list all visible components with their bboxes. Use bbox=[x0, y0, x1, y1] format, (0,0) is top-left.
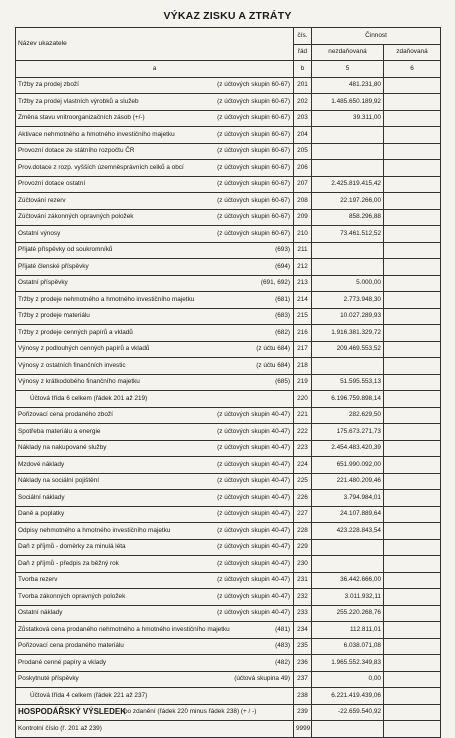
row-description bbox=[16, 110, 294, 127]
table-row bbox=[16, 473, 441, 490]
header-name: Název ukazatele bbox=[16, 28, 294, 61]
row-label: Účtová třída 6 celkem (řádek 201 až 219) bbox=[30, 394, 148, 402]
row-value-untaxed bbox=[384, 539, 441, 556]
row-account-note: (z účtových skupin 60-67) bbox=[217, 180, 290, 188]
table-row bbox=[16, 506, 441, 523]
row-account-note: (z účtových skupin 60-67) bbox=[217, 213, 290, 221]
row-label: Poskytnuté příspěvky bbox=[18, 675, 79, 683]
column-letter-b: b bbox=[294, 61, 312, 78]
row-value-untaxed bbox=[384, 77, 441, 94]
row-account-note: (z účtových skupin 40-47) bbox=[217, 543, 290, 551]
row-value-untaxed bbox=[384, 308, 441, 325]
row-account-note: (694) bbox=[275, 262, 290, 270]
row-value-untaxed bbox=[384, 110, 441, 127]
row-number: 235 bbox=[294, 638, 312, 655]
row-value-taxed: 24.107.889,64 bbox=[312, 506, 384, 523]
row-value-taxed: 112.811,01 bbox=[312, 622, 384, 639]
row-number: 225 bbox=[294, 473, 312, 490]
row-value-untaxed bbox=[384, 424, 441, 441]
table-row bbox=[16, 160, 441, 177]
row-number: 219 bbox=[294, 374, 312, 391]
header-activity: Činnost bbox=[312, 28, 441, 45]
row-account-note: (z účtových skupin 60-67) bbox=[217, 229, 290, 237]
row-label: Provozní dotace ze státního rozpočtu ČR bbox=[18, 147, 135, 155]
row-label: Ostatní náklady bbox=[18, 609, 63, 617]
row-account-note: (z účtových skupin 60-67) bbox=[217, 81, 290, 89]
row-value-untaxed bbox=[384, 490, 441, 507]
table-row bbox=[16, 589, 441, 606]
row-label: Prov.dotace z rozp. vyšších územněsprávních celků a obcí bbox=[18, 163, 184, 171]
row-value-untaxed bbox=[384, 523, 441, 540]
row-value-taxed bbox=[312, 539, 384, 556]
row-account-note: (účtová skupina 49) bbox=[234, 675, 290, 683]
row-description bbox=[16, 275, 294, 292]
row-label: Odpisy nehmotného a hmotného investičního majetku bbox=[18, 526, 171, 534]
row-account-note: (481) bbox=[275, 625, 290, 633]
table-row bbox=[16, 457, 441, 474]
row-value-untaxed bbox=[384, 259, 441, 276]
row-description bbox=[16, 143, 294, 160]
row-value-untaxed bbox=[384, 127, 441, 144]
row-value-untaxed bbox=[384, 506, 441, 523]
row-value-untaxed bbox=[384, 160, 441, 177]
row-value-untaxed bbox=[384, 572, 441, 589]
row-value-taxed: 10.027.289,93 bbox=[312, 308, 384, 325]
row-account-note: (z účtových skupin 60-67) bbox=[217, 147, 290, 155]
row-value-untaxed bbox=[384, 275, 441, 292]
table-row bbox=[16, 325, 441, 342]
row-value-taxed: 36.442.666,00 bbox=[312, 572, 384, 589]
row-number: 213 bbox=[294, 275, 312, 292]
row-value-taxed: 1.965.552.349,83 bbox=[312, 655, 384, 672]
table-row bbox=[16, 176, 441, 193]
row-value-taxed: 858.296,88 bbox=[312, 209, 384, 226]
table-row bbox=[16, 308, 441, 325]
row-label: Aktivace nehmotného a hmotného investičního majetku bbox=[18, 130, 175, 138]
row-account-note: (z účtových skupin 60-67) bbox=[217, 196, 290, 204]
row-label: Výnosy z ostatních finančních investic bbox=[18, 361, 126, 369]
row-number: 227 bbox=[294, 506, 312, 523]
row-value-taxed bbox=[312, 143, 384, 160]
row-description bbox=[16, 457, 294, 474]
row-account-note: (z účtových skupin 40-47) bbox=[217, 510, 290, 518]
row-label: Tržby z prodeje materiálu bbox=[18, 312, 90, 320]
row-number: 217 bbox=[294, 341, 312, 358]
table-row bbox=[16, 424, 441, 441]
row-label: Kontrolní číslo (ř. 201 až 239) bbox=[18, 724, 102, 732]
column-number-6: 6 bbox=[384, 61, 441, 78]
row-description bbox=[16, 292, 294, 309]
row-value-taxed bbox=[312, 358, 384, 375]
row-value-taxed: 22.197.266,00 bbox=[312, 193, 384, 210]
column-number-5: 5 bbox=[312, 61, 384, 78]
row-label: Prodané cenné papíry a vklady bbox=[18, 658, 107, 666]
table-row bbox=[16, 358, 441, 375]
row-description bbox=[16, 407, 294, 424]
row-value-taxed: 6.038.071,08 bbox=[312, 638, 384, 655]
row-label: Výnosy z podlouhých cenných papírů a vkladů bbox=[18, 345, 150, 353]
row-value-untaxed bbox=[384, 556, 441, 573]
row-number: 205 bbox=[294, 143, 312, 160]
row-label: Daň z příjmů - předpis za běžný rok bbox=[18, 559, 119, 567]
row-number: 232 bbox=[294, 589, 312, 606]
row-value-untaxed bbox=[384, 94, 441, 111]
row-value-taxed bbox=[312, 242, 384, 259]
table-row bbox=[16, 605, 441, 622]
row-description bbox=[16, 325, 294, 342]
row-description bbox=[16, 127, 294, 144]
row-account-note: (z účtu 684) bbox=[256, 361, 290, 369]
table-row bbox=[16, 688, 441, 705]
table-row bbox=[16, 721, 441, 738]
row-number: 239 bbox=[294, 704, 312, 721]
row-description bbox=[16, 523, 294, 540]
row-number: 207 bbox=[294, 176, 312, 193]
table-row bbox=[16, 94, 441, 111]
row-value-untaxed bbox=[384, 688, 441, 705]
table-row bbox=[16, 226, 441, 243]
header-taxed: nezdaňovaná bbox=[312, 44, 384, 61]
table-row bbox=[16, 655, 441, 672]
row-label: Tvorba zákonných opravných položek bbox=[18, 592, 126, 600]
row-description bbox=[16, 94, 294, 111]
row-label: Spotřeba materiálu a energie bbox=[18, 427, 101, 435]
row-account-note: (z účtových skupin 40-47) bbox=[217, 576, 290, 584]
row-value-untaxed bbox=[384, 292, 441, 309]
row-account-note: (z účtových skupin 40-47) bbox=[217, 460, 290, 468]
row-description bbox=[16, 721, 294, 738]
row-number: 203 bbox=[294, 110, 312, 127]
row-description bbox=[16, 391, 294, 408]
table-row bbox=[16, 127, 441, 144]
row-description bbox=[16, 638, 294, 655]
table-row bbox=[16, 341, 441, 358]
row-label: Výnosy z krátkodobého finančního majetku bbox=[18, 378, 140, 386]
table-row bbox=[16, 490, 441, 507]
row-label: Tržby za prodej zboží bbox=[18, 81, 79, 89]
row-value-taxed: 209.469.553,52 bbox=[312, 341, 384, 358]
row-description bbox=[16, 589, 294, 606]
row-value-untaxed bbox=[384, 605, 441, 622]
row-description bbox=[16, 506, 294, 523]
row-value-taxed: 282.629,50 bbox=[312, 407, 384, 424]
row-value-untaxed bbox=[384, 374, 441, 391]
row-value-untaxed bbox=[384, 242, 441, 259]
row-value-taxed: 221.480.209,46 bbox=[312, 473, 384, 490]
header-row-top bbox=[16, 28, 441, 45]
row-description bbox=[16, 358, 294, 375]
row-label: Tvorba rezerv bbox=[18, 576, 58, 584]
row-label: Sociální náklady bbox=[18, 493, 65, 501]
row-account-note: (z účtových skupin 60-67) bbox=[217, 114, 290, 122]
row-label: Ostatní výnosy bbox=[18, 229, 61, 237]
row-description bbox=[16, 259, 294, 276]
row-value-taxed: -22.659.540,92 bbox=[312, 704, 384, 721]
row-account-note: (482) bbox=[275, 658, 290, 666]
row-value-taxed: 0,00 bbox=[312, 671, 384, 688]
row-description bbox=[16, 424, 294, 441]
row-description bbox=[16, 193, 294, 210]
table-row bbox=[16, 143, 441, 160]
row-value-taxed: 175.673.271,73 bbox=[312, 424, 384, 441]
header-number-top: čís. bbox=[294, 28, 312, 45]
table-row bbox=[16, 523, 441, 540]
row-description bbox=[16, 242, 294, 259]
row-label: Daně a poplatky bbox=[18, 510, 65, 518]
row-label: Náklady na nakupované služby bbox=[18, 444, 107, 452]
row-description bbox=[16, 556, 294, 573]
row-value-untaxed bbox=[384, 143, 441, 160]
table-row bbox=[16, 242, 441, 259]
row-label: Pořizovací cena prodaného materiálu bbox=[18, 642, 124, 650]
row-value-untaxed bbox=[384, 193, 441, 210]
row-label: Tržby za prodej vlastních výrobků a služeb bbox=[18, 97, 139, 105]
row-account-note: (z účtových skupin 40-47) bbox=[217, 444, 290, 452]
row-number: 212 bbox=[294, 259, 312, 276]
row-number: 236 bbox=[294, 655, 312, 672]
row-value-taxed: 651.990.092,00 bbox=[312, 457, 384, 474]
row-value-untaxed bbox=[384, 457, 441, 474]
row-number: 201 bbox=[294, 77, 312, 94]
table-row bbox=[16, 259, 441, 276]
row-number: 223 bbox=[294, 440, 312, 457]
table-row bbox=[16, 671, 441, 688]
row-value-taxed bbox=[312, 127, 384, 144]
row-description bbox=[16, 605, 294, 622]
table-row bbox=[16, 77, 441, 94]
row-number: 218 bbox=[294, 358, 312, 375]
row-description bbox=[16, 622, 294, 639]
row-value-untaxed bbox=[384, 721, 441, 738]
row-value-taxed: 1.916.381.329,72 bbox=[312, 325, 384, 342]
row-label: Provozní dotace ostatní bbox=[18, 180, 86, 188]
row-number: 221 bbox=[294, 407, 312, 424]
row-value-untaxed bbox=[384, 391, 441, 408]
row-description bbox=[16, 572, 294, 589]
row-value-taxed: 481.231,80 bbox=[312, 77, 384, 94]
table-row bbox=[16, 572, 441, 589]
row-account-note: (483) bbox=[275, 642, 290, 650]
row-description bbox=[16, 374, 294, 391]
row-number: 208 bbox=[294, 193, 312, 210]
column-letters-row bbox=[16, 61, 441, 78]
row-description bbox=[16, 688, 294, 705]
row-value-taxed: 51.595.553,13 bbox=[312, 374, 384, 391]
table-row bbox=[16, 556, 441, 573]
row-label: Přijaté příspěvky od soukromníků bbox=[18, 246, 113, 254]
row-account-note: (685) bbox=[275, 378, 290, 386]
row-account-note: (z účtových skupin 40-47) bbox=[217, 427, 290, 435]
row-number: 233 bbox=[294, 605, 312, 622]
row-account-note: (682) bbox=[275, 328, 290, 336]
row-number: 229 bbox=[294, 539, 312, 556]
row-account-note: (z účtových skupin 40-47) bbox=[217, 493, 290, 501]
table-row bbox=[16, 407, 441, 424]
header-untaxed: zdaňovaná bbox=[384, 44, 441, 61]
row-value-taxed: 73.461.512,52 bbox=[312, 226, 384, 243]
row-account-note: (683) bbox=[275, 312, 290, 320]
row-label: Změna stavu vnitroorganizačních zásob (+/-) bbox=[18, 114, 145, 122]
row-label: Přijaté členské příspěvky bbox=[18, 262, 89, 270]
row-number: 237 bbox=[294, 671, 312, 688]
row-description bbox=[16, 440, 294, 457]
row-description bbox=[16, 671, 294, 688]
row-value-untaxed bbox=[384, 226, 441, 243]
row-description bbox=[16, 226, 294, 243]
row-label: Zůstatková cena prodaného nehmotného a hmotného investičního majetku bbox=[18, 625, 230, 633]
row-description bbox=[16, 209, 294, 226]
row-value-taxed bbox=[312, 259, 384, 276]
row-number: 215 bbox=[294, 308, 312, 325]
table-row bbox=[16, 275, 441, 292]
row-account-note: (z účtových skupin 60-67) bbox=[217, 163, 290, 171]
row-value-taxed: 3.794.984,01 bbox=[312, 490, 384, 507]
table-row bbox=[16, 193, 441, 210]
row-value-untaxed bbox=[384, 407, 441, 424]
row-value-untaxed bbox=[384, 176, 441, 193]
row-value-taxed: 39.311,00 bbox=[312, 110, 384, 127]
row-value-untaxed bbox=[384, 622, 441, 639]
row-value-untaxed bbox=[384, 473, 441, 490]
row-value-taxed: 255.220.268,76 bbox=[312, 605, 384, 622]
row-account-note: (z účtových skupin 40-47) bbox=[217, 411, 290, 419]
row-value-taxed bbox=[312, 556, 384, 573]
row-label: Zúčtování zákonných opravných položek bbox=[18, 213, 134, 221]
table-row bbox=[16, 622, 441, 639]
row-value-taxed: 1.485.650.189,92 bbox=[312, 94, 384, 111]
row-label: Náklady na sociální pojištění bbox=[18, 477, 99, 485]
table-row bbox=[16, 374, 441, 391]
row-account-note: (z účtových skupin 60-67) bbox=[217, 130, 290, 138]
table-row bbox=[16, 391, 441, 408]
row-description bbox=[16, 704, 294, 721]
row-value-taxed: 2.425.819.415,42 bbox=[312, 176, 384, 193]
row-description bbox=[16, 308, 294, 325]
row-value-taxed bbox=[312, 160, 384, 177]
row-value-taxed: 3.011.932,11 bbox=[312, 589, 384, 606]
row-number: 231 bbox=[294, 572, 312, 589]
row-value-untaxed bbox=[384, 358, 441, 375]
row-label: Daň z příjmů - doměrky za minulá léta bbox=[18, 543, 126, 551]
row-value-taxed bbox=[312, 721, 384, 738]
row-number: 228 bbox=[294, 523, 312, 540]
row-value-taxed: 2.454.483.420,39 bbox=[312, 440, 384, 457]
row-value-taxed: 5.000,00 bbox=[312, 275, 384, 292]
row-number: 209 bbox=[294, 209, 312, 226]
row-value-untaxed bbox=[384, 325, 441, 342]
row-number: 224 bbox=[294, 457, 312, 474]
row-account-note: (z účtových skupin 40-47) bbox=[217, 477, 290, 485]
row-value-untaxed bbox=[384, 671, 441, 688]
row-account-note: (681) bbox=[275, 295, 290, 303]
row-description bbox=[16, 655, 294, 672]
row-number: 238 bbox=[294, 688, 312, 705]
row-description bbox=[16, 341, 294, 358]
column-letter-a: a bbox=[16, 61, 294, 78]
row-number: 230 bbox=[294, 556, 312, 573]
page-title: VÝKAZ ZISKU A ZTRÁTY bbox=[163, 10, 292, 22]
row-number: 204 bbox=[294, 127, 312, 144]
row-account-note: (z účtových skupin 40-47) bbox=[217, 592, 290, 600]
row-number: 211 bbox=[294, 242, 312, 259]
table-row bbox=[16, 209, 441, 226]
row-account-note: (z účtových skupin 40-47) bbox=[217, 526, 290, 534]
row-number: 214 bbox=[294, 292, 312, 309]
row-value-taxed: 2.773.948,30 bbox=[312, 292, 384, 309]
row-value-taxed: 423.228.843,54 bbox=[312, 523, 384, 540]
row-description bbox=[16, 176, 294, 193]
row-number: 222 bbox=[294, 424, 312, 441]
row-description bbox=[16, 160, 294, 177]
row-number: 234 bbox=[294, 622, 312, 639]
row-label: Ostatní příspěvky bbox=[18, 279, 68, 287]
row-account-note: (z účtových skupin 40-47) bbox=[217, 559, 290, 567]
row-number: 210 bbox=[294, 226, 312, 243]
row-description bbox=[16, 490, 294, 507]
row-label: Účtová třída 4 celkem (řádek 221 až 237) bbox=[30, 691, 148, 699]
row-value-untaxed bbox=[384, 638, 441, 655]
row-number: 9999 bbox=[294, 721, 312, 738]
row-number: 220 bbox=[294, 391, 312, 408]
row-value-untaxed bbox=[384, 589, 441, 606]
row-description bbox=[16, 473, 294, 490]
row-account-note: (z účtu 684) bbox=[256, 345, 290, 353]
profit-loss-table bbox=[15, 27, 441, 738]
row-value-untaxed bbox=[384, 341, 441, 358]
row-account-note: (z účtových skupin 40-47) bbox=[217, 609, 290, 617]
table-row bbox=[16, 110, 441, 127]
row-label: Mzdové náklady bbox=[18, 460, 65, 468]
table-row bbox=[16, 704, 441, 721]
row-value-taxed: 6.196.759.898,14 bbox=[312, 391, 384, 408]
table-row bbox=[16, 539, 441, 556]
row-value-untaxed bbox=[384, 209, 441, 226]
row-account-note: (693) bbox=[275, 246, 290, 254]
row-label: Tržby z prodeje cenných papírů a vkladů bbox=[18, 328, 133, 336]
row-label: Pořizovací cena prodaného zboží bbox=[18, 411, 113, 419]
row-value-untaxed bbox=[384, 704, 441, 721]
row-number: 206 bbox=[294, 160, 312, 177]
table-row bbox=[16, 638, 441, 655]
row-label: Zúčtování rezerv bbox=[18, 196, 66, 204]
row-value-untaxed bbox=[384, 655, 441, 672]
row-description bbox=[16, 77, 294, 94]
row-number: 216 bbox=[294, 325, 312, 342]
row-account-note: (691, 692) bbox=[260, 279, 290, 287]
row-description bbox=[16, 539, 294, 556]
header-number-bottom: řád bbox=[294, 44, 312, 61]
row-number: 226 bbox=[294, 490, 312, 507]
row-number: 202 bbox=[294, 94, 312, 111]
table-row bbox=[16, 440, 441, 457]
row-value-taxed: 6.221.419.439,06 bbox=[312, 688, 384, 705]
row-label: Tržby z prodeje nehmotného a hmotného investičního majetku bbox=[18, 295, 195, 303]
row-account-note: po zdanění (řádek 220 minus řádek 238) (+ / -) bbox=[124, 708, 257, 716]
table-row bbox=[16, 292, 441, 309]
row-value-untaxed bbox=[384, 440, 441, 457]
row-label: HOSPODÁŘSKÝ VÝSLEDEK bbox=[18, 707, 127, 717]
row-account-note: (z účtových skupin 60-67) bbox=[217, 97, 290, 105]
